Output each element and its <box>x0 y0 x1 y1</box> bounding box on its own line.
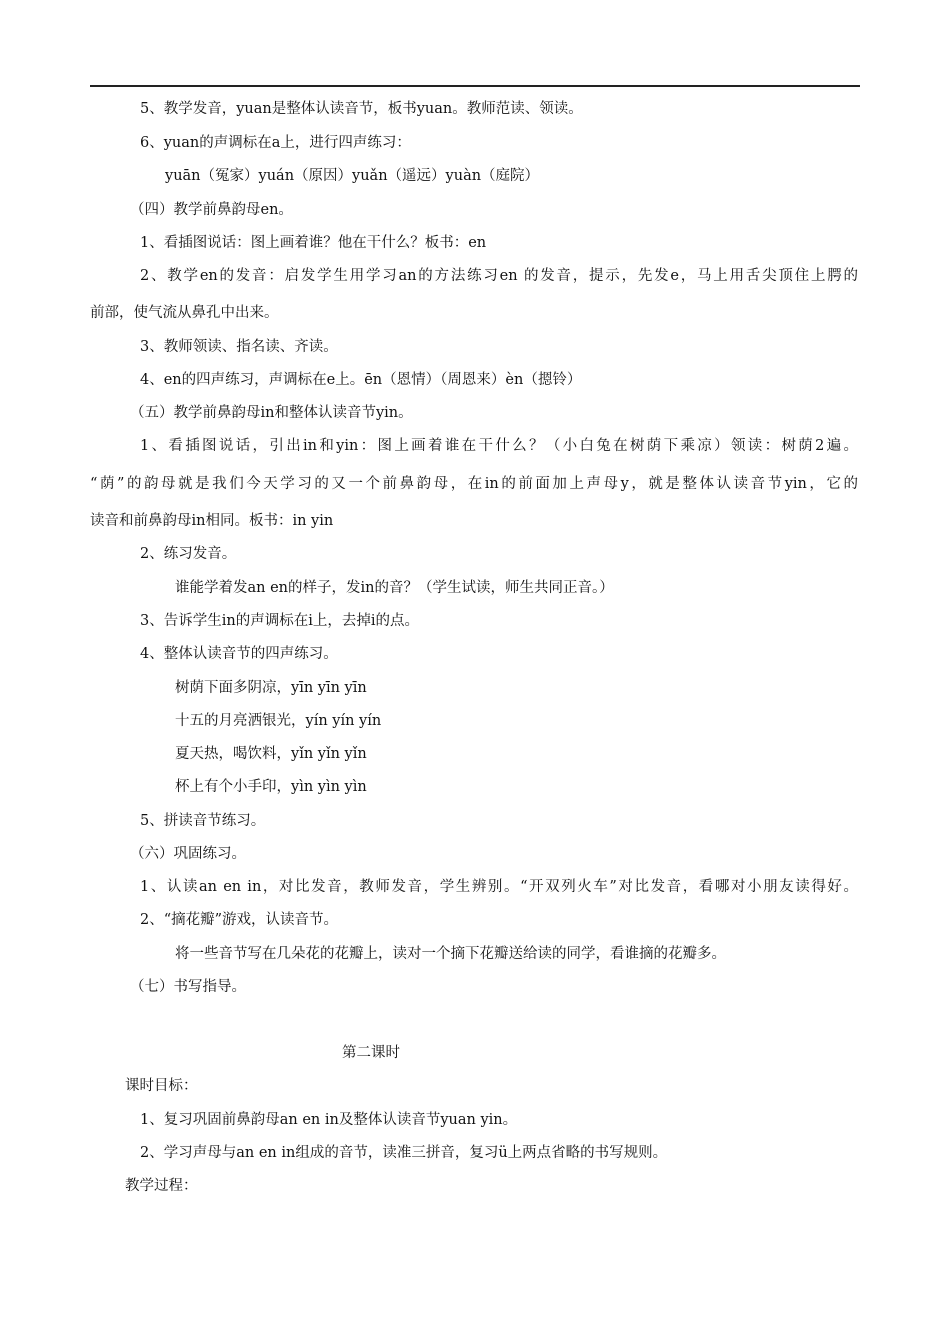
text-line-24: 1、认读an en in，对比发音，教师发音，学生辨别。“开双列火车”对比发音，看哪对小朋友读得好。 <box>140 879 858 895</box>
text-line-18: 树荫下面多阴凉，yīn yīn yīn <box>175 680 367 696</box>
text-line-5: 1、看插图说话：图上画着谁？他在干什么？板书：en <box>140 235 487 251</box>
text-line-29: 课时目标： <box>125 1078 198 1094</box>
text-line-11: 1、看插图说话，引出in和yin：图上画着谁在干什么？（小白兔在树荫下乘凉）领读：树荫2遍。 <box>140 438 858 454</box>
text-line-19: 十五的月亮洒银光，yín yín yín <box>175 713 382 729</box>
text-line-2: 6、yuan的声调标在a上，进行四声练习： <box>140 135 411 151</box>
text-line-26: 将一些音节写在几朵花的花瓣上，读对一个摘下花瓣送给读的同学，看谁摘的花瓣多。 <box>175 946 726 962</box>
text-line-4: （四）教学前鼻韵母en。 <box>130 202 293 218</box>
text-line-20: 夏天热，喝饮料，yǐn yǐn yǐn <box>175 746 367 762</box>
text-line-21: 杯上有个小手印，yìn yìn yìn <box>175 779 367 795</box>
text-line-16: 3、告诉学生in的声调标在i上，去掉i的点。 <box>140 613 419 629</box>
text-line-15: 谁能学着发an en的样子，发in的音？（学生试读，师生共同正音。） <box>175 580 614 596</box>
text-line-27: （七）书写指导。 <box>130 979 246 995</box>
text-line-22: 5、拼读音节练习。 <box>140 813 266 829</box>
text-line-3: yuān（冤家）yuán（原因）yuǎn（遥远）yuàn（庭院） <box>165 168 540 184</box>
text-line-31: 2、学习声母与an en in组成的音节，读准三拼音，复习ü上两点省略的书写规则。 <box>140 1145 668 1161</box>
text-line-12: “荫”的韵母就是我们今天学习的又一个前鼻韵母，在in的前面加上声母y，就是整体认读音节yin，它的 <box>90 476 858 492</box>
text-line-17: 4、整体认读音节的四声练习。 <box>140 646 338 662</box>
text-line-10: （五）教学前鼻韵母in和整体认读音节yin。 <box>130 405 413 421</box>
text-line-23: （六）巩固练习。 <box>130 846 246 862</box>
text-line-30: 1、复习巩固前鼻韵母an en in及整体认读音节yuan yin。 <box>140 1112 518 1128</box>
header-rule <box>90 85 860 87</box>
text-line-13: 读音和前鼻韵母in相同。板书：in yin <box>90 513 334 529</box>
text-line-6: 2、教学en的发音：启发学生用学习an的方法练习en 的发音，提示，先发e，马上用舌尖顶住上腭的 <box>140 268 858 284</box>
text-line-14: 2、练习发音。 <box>140 546 237 562</box>
text-line-32: 教学过程： <box>125 1178 198 1194</box>
text-line-9: 4、en的四声练习，声调标在e上。ēn（恩情）（周恩来）èn（摁铃） <box>140 372 582 388</box>
section-heading: 第二课时 <box>342 1045 400 1061</box>
text-line-8: 3、教师领读、指名读、齐读。 <box>140 339 338 355</box>
text-line-1: 5、教学发音，yuan是整体认读音节，板书yuan。教师范读、领读。 <box>140 101 583 117</box>
text-line-25: 2、“摘花瓣”游戏，认读音节。 <box>140 912 339 928</box>
text-line-7: 前部，使气流从鼻孔中出来。 <box>90 305 279 321</box>
